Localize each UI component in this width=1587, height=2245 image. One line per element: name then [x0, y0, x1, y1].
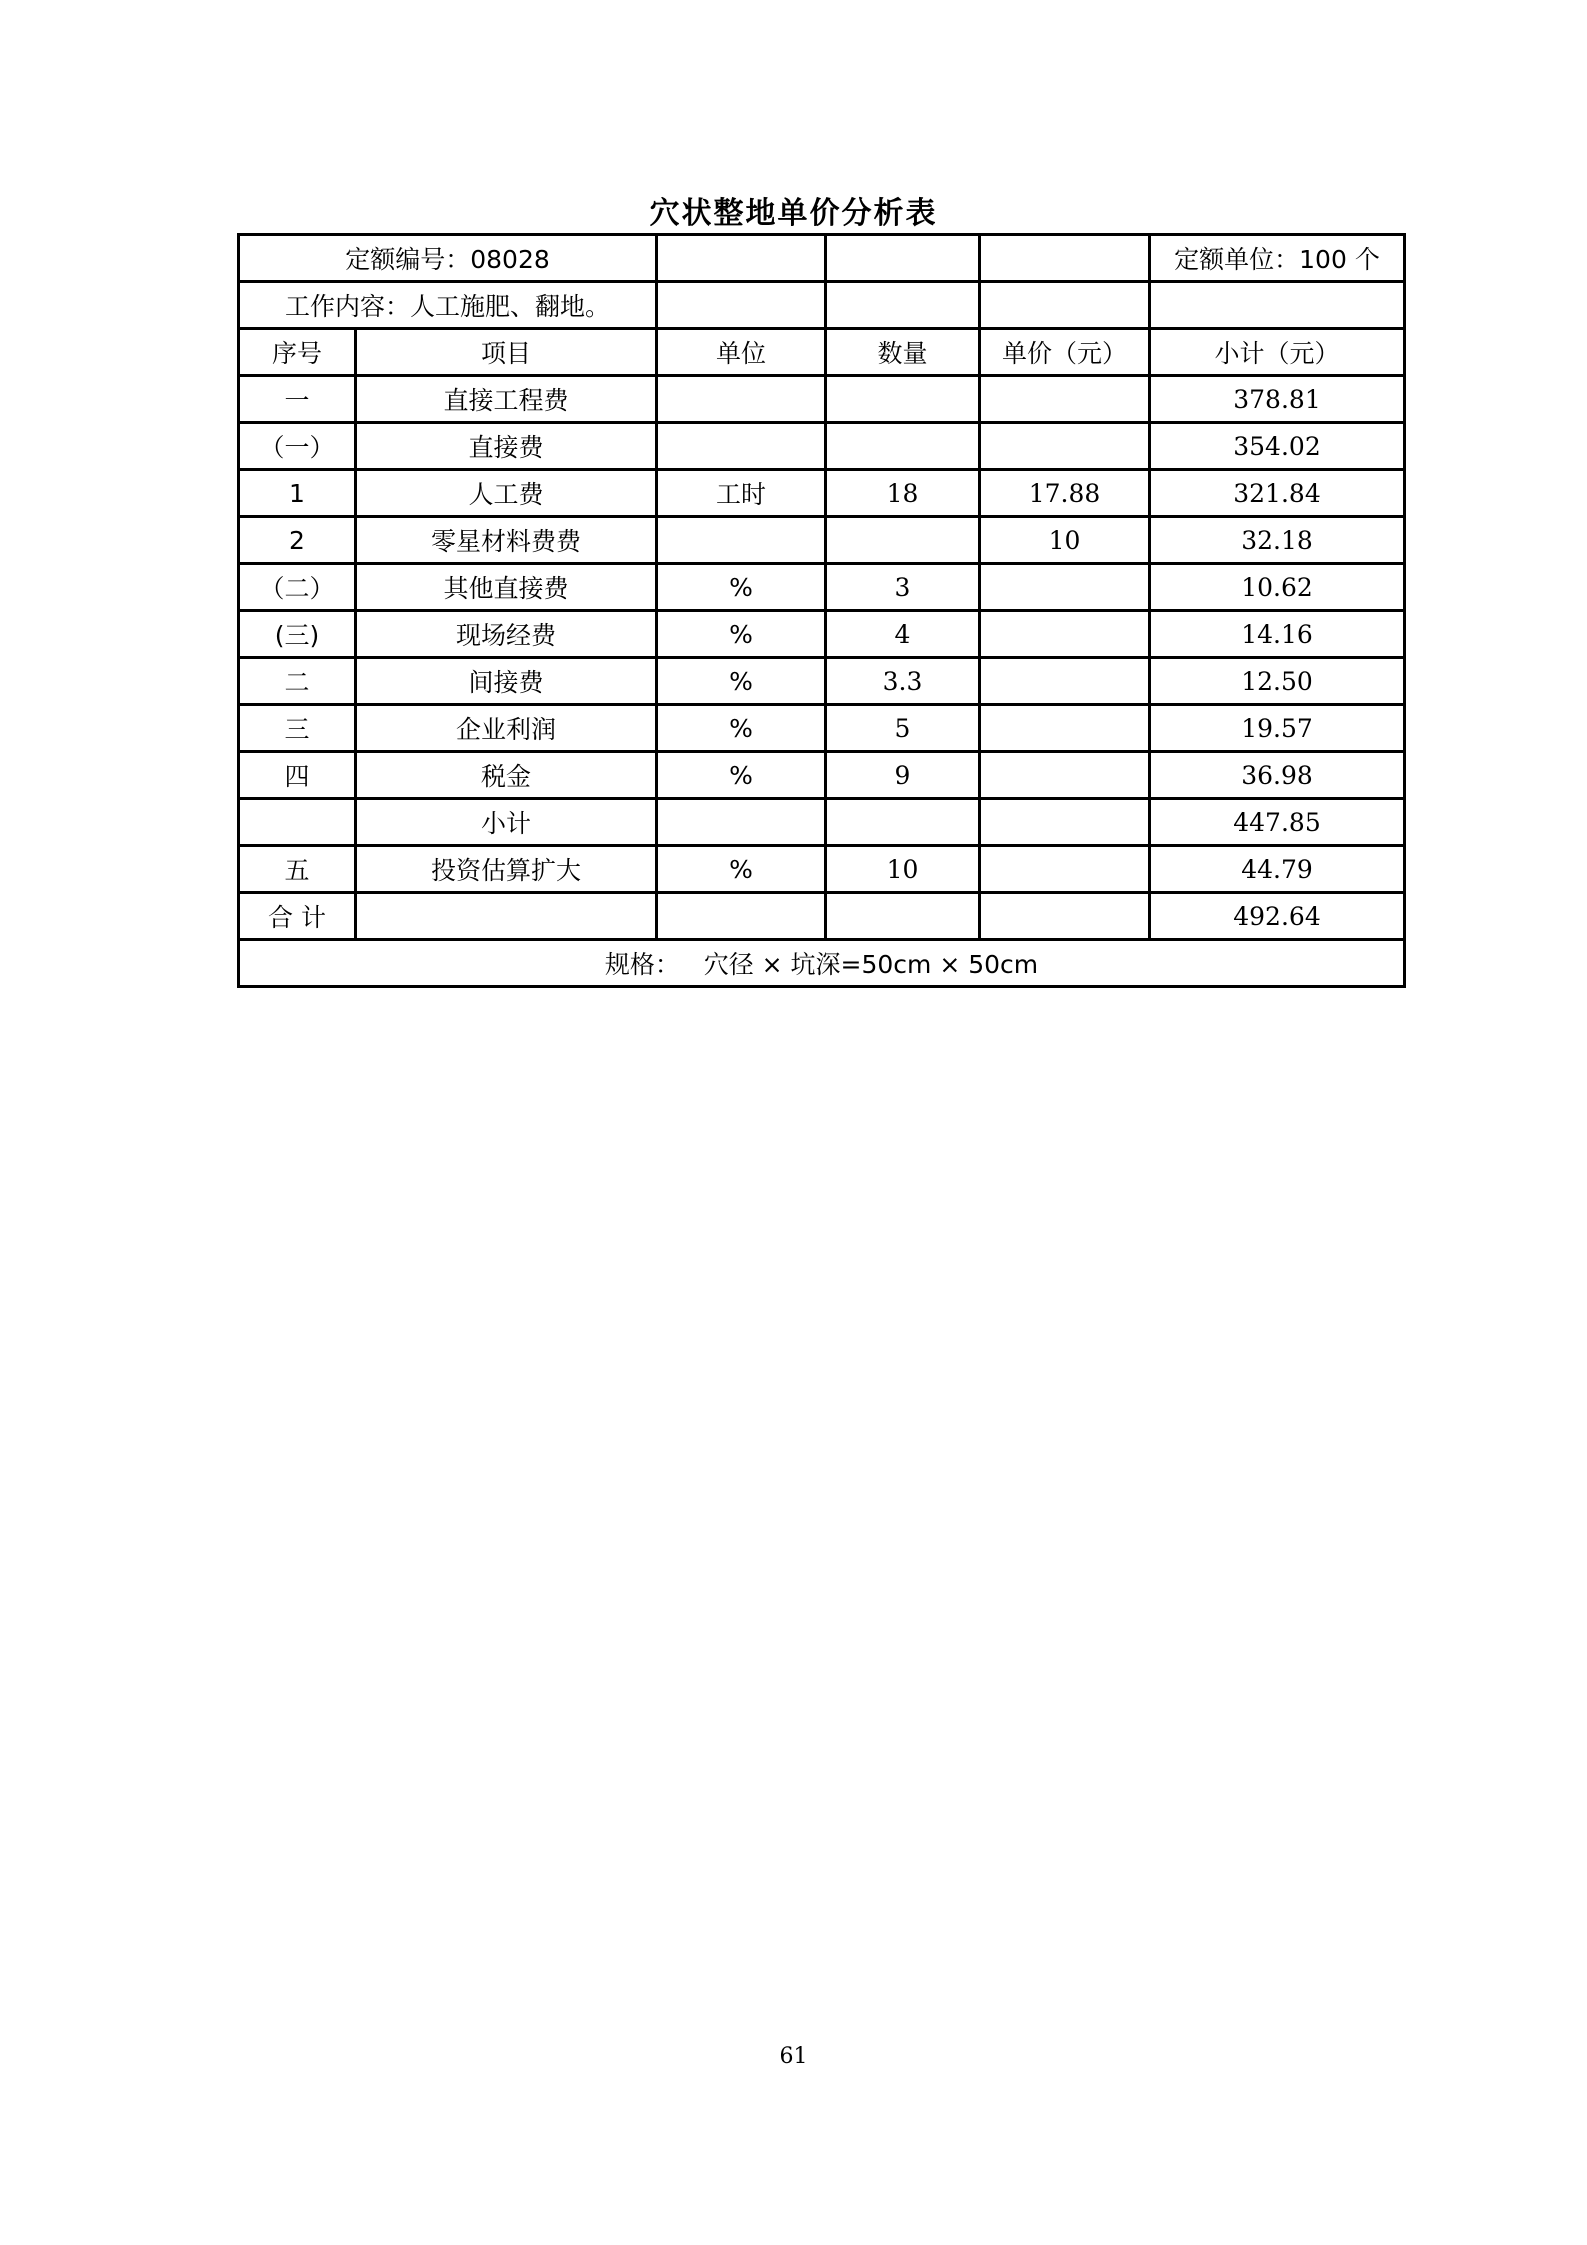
table-row: [239, 517, 1405, 564]
row-unit-price: [980, 658, 1150, 705]
work-content-row: [239, 282, 1405, 329]
row-unit-price: [980, 611, 1150, 658]
row-number: 1: [239, 470, 356, 517]
row-unit: %: [657, 752, 826, 799]
row-item: 间接费: [356, 658, 657, 705]
row-subtotal: 36.98: [1150, 752, 1405, 799]
header-unit-price: 单价（元）: [980, 329, 1150, 376]
table-row: [239, 564, 1405, 611]
row-subtotal: 44.79: [1150, 846, 1405, 893]
row-unit: [657, 376, 826, 423]
row-quantity: 18: [826, 470, 980, 517]
row-unit-price: [980, 423, 1150, 470]
row-item: 其他直接费: [356, 564, 657, 611]
row-subtotal: 321.84: [1150, 470, 1405, 517]
row-quantity: 3: [826, 564, 980, 611]
row-unit: 工时: [657, 470, 826, 517]
empty-cell: [657, 235, 826, 282]
row-number: 二: [239, 658, 356, 705]
row-unit-price: [980, 799, 1150, 846]
table-row: [239, 470, 1405, 517]
row-subtotal: 10.62: [1150, 564, 1405, 611]
row-item: 企业利润: [356, 705, 657, 752]
row-subtotal: 354.02: [1150, 423, 1405, 470]
spec-cell: [239, 940, 1405, 987]
empty-cell: [826, 235, 980, 282]
row-unit-price: [980, 705, 1150, 752]
row-item: 直接工程费: [356, 376, 657, 423]
row-quantity: 5: [826, 705, 980, 752]
row-unit: %: [657, 846, 826, 893]
row-item: 现场经费: [356, 611, 657, 658]
row-unit-price: [980, 564, 1150, 611]
row-subtotal: 14.16: [1150, 611, 1405, 658]
row-number: 四: [239, 752, 356, 799]
empty-cell: [657, 282, 826, 329]
table-row: [239, 376, 1405, 423]
row-unit: [657, 423, 826, 470]
row-item: 零星材料费费: [356, 517, 657, 564]
table-row: [239, 705, 1405, 752]
header-unit: 单位: [657, 329, 826, 376]
row-item: 投资估算扩大: [356, 846, 657, 893]
row-quantity: [826, 517, 980, 564]
row-number: 2: [239, 517, 356, 564]
row-item: 小计: [356, 799, 657, 846]
total-label: 合 计: [239, 893, 356, 940]
empty-cell: [356, 893, 657, 940]
row-quantity: [826, 423, 980, 470]
row-unit-price: [980, 376, 1150, 423]
unit-price-analysis-table: [237, 233, 1406, 988]
table-row: [239, 799, 1405, 846]
row-unit: %: [657, 611, 826, 658]
quota-unit: 定额单位：100 个: [1150, 235, 1405, 282]
header-quantity: 数量: [826, 329, 980, 376]
quota-number: 定额编号：08028: [239, 235, 657, 282]
header-no: 序号: [239, 329, 356, 376]
spec-value: 穴径 × 坑深=50cm × 50cm: [703, 950, 1039, 979]
row-subtotal: 32.18: [1150, 517, 1405, 564]
empty-cell: [980, 235, 1150, 282]
row-number: 一: [239, 376, 356, 423]
header-item: 项目: [356, 329, 657, 376]
row-subtotal: 12.50: [1150, 658, 1405, 705]
table-row: [239, 611, 1405, 658]
row-number: （二）: [239, 564, 356, 611]
row-item: 直接费: [356, 423, 657, 470]
table-row: [239, 658, 1405, 705]
empty-cell: [826, 893, 980, 940]
row-quantity: [826, 376, 980, 423]
row-subtotal: 378.81: [1150, 376, 1405, 423]
row-quantity: 3.3: [826, 658, 980, 705]
page-title: 穴状整地单价分析表: [649, 196, 938, 231]
spec-row: [239, 940, 1405, 987]
total-value: 492.64: [1150, 893, 1405, 940]
spec-label: 规格：: [604, 950, 680, 979]
page-number: 61: [779, 2044, 808, 2069]
quota-number-row: [239, 235, 1405, 282]
row-unit-price: [980, 752, 1150, 799]
empty-cell: [657, 893, 826, 940]
work-content: 工作内容：人工施肥、翻地。: [239, 282, 657, 329]
row-item: 人工费: [356, 470, 657, 517]
row-unit: %: [657, 658, 826, 705]
row-unit: %: [657, 564, 826, 611]
header-subtotal: 小计（元）: [1150, 329, 1405, 376]
row-number: （一）: [239, 423, 356, 470]
row-quantity: 10: [826, 846, 980, 893]
row-number: 五: [239, 846, 356, 893]
row-unit-price: 17.88: [980, 470, 1150, 517]
row-quantity: [826, 799, 980, 846]
empty-cell: [1150, 282, 1405, 329]
table-row: [239, 846, 1405, 893]
row-number: (三): [239, 611, 356, 658]
row-item: 税金: [356, 752, 657, 799]
row-unit-price: 10: [980, 517, 1150, 564]
empty-cell: [980, 282, 1150, 329]
row-number: [239, 799, 356, 846]
row-quantity: 9: [826, 752, 980, 799]
table-row: [239, 752, 1405, 799]
table-row: [239, 423, 1405, 470]
row-unit-price: [980, 846, 1150, 893]
total-row: [239, 893, 1405, 940]
row-unit: [657, 799, 826, 846]
row-number: 三: [239, 705, 356, 752]
row-quantity: 4: [826, 611, 980, 658]
header-row: [239, 329, 1405, 376]
row-subtotal: 447.85: [1150, 799, 1405, 846]
empty-cell: [826, 282, 980, 329]
row-subtotal: 19.57: [1150, 705, 1405, 752]
empty-cell: [980, 893, 1150, 940]
row-unit: [657, 517, 826, 564]
row-unit: %: [657, 705, 826, 752]
